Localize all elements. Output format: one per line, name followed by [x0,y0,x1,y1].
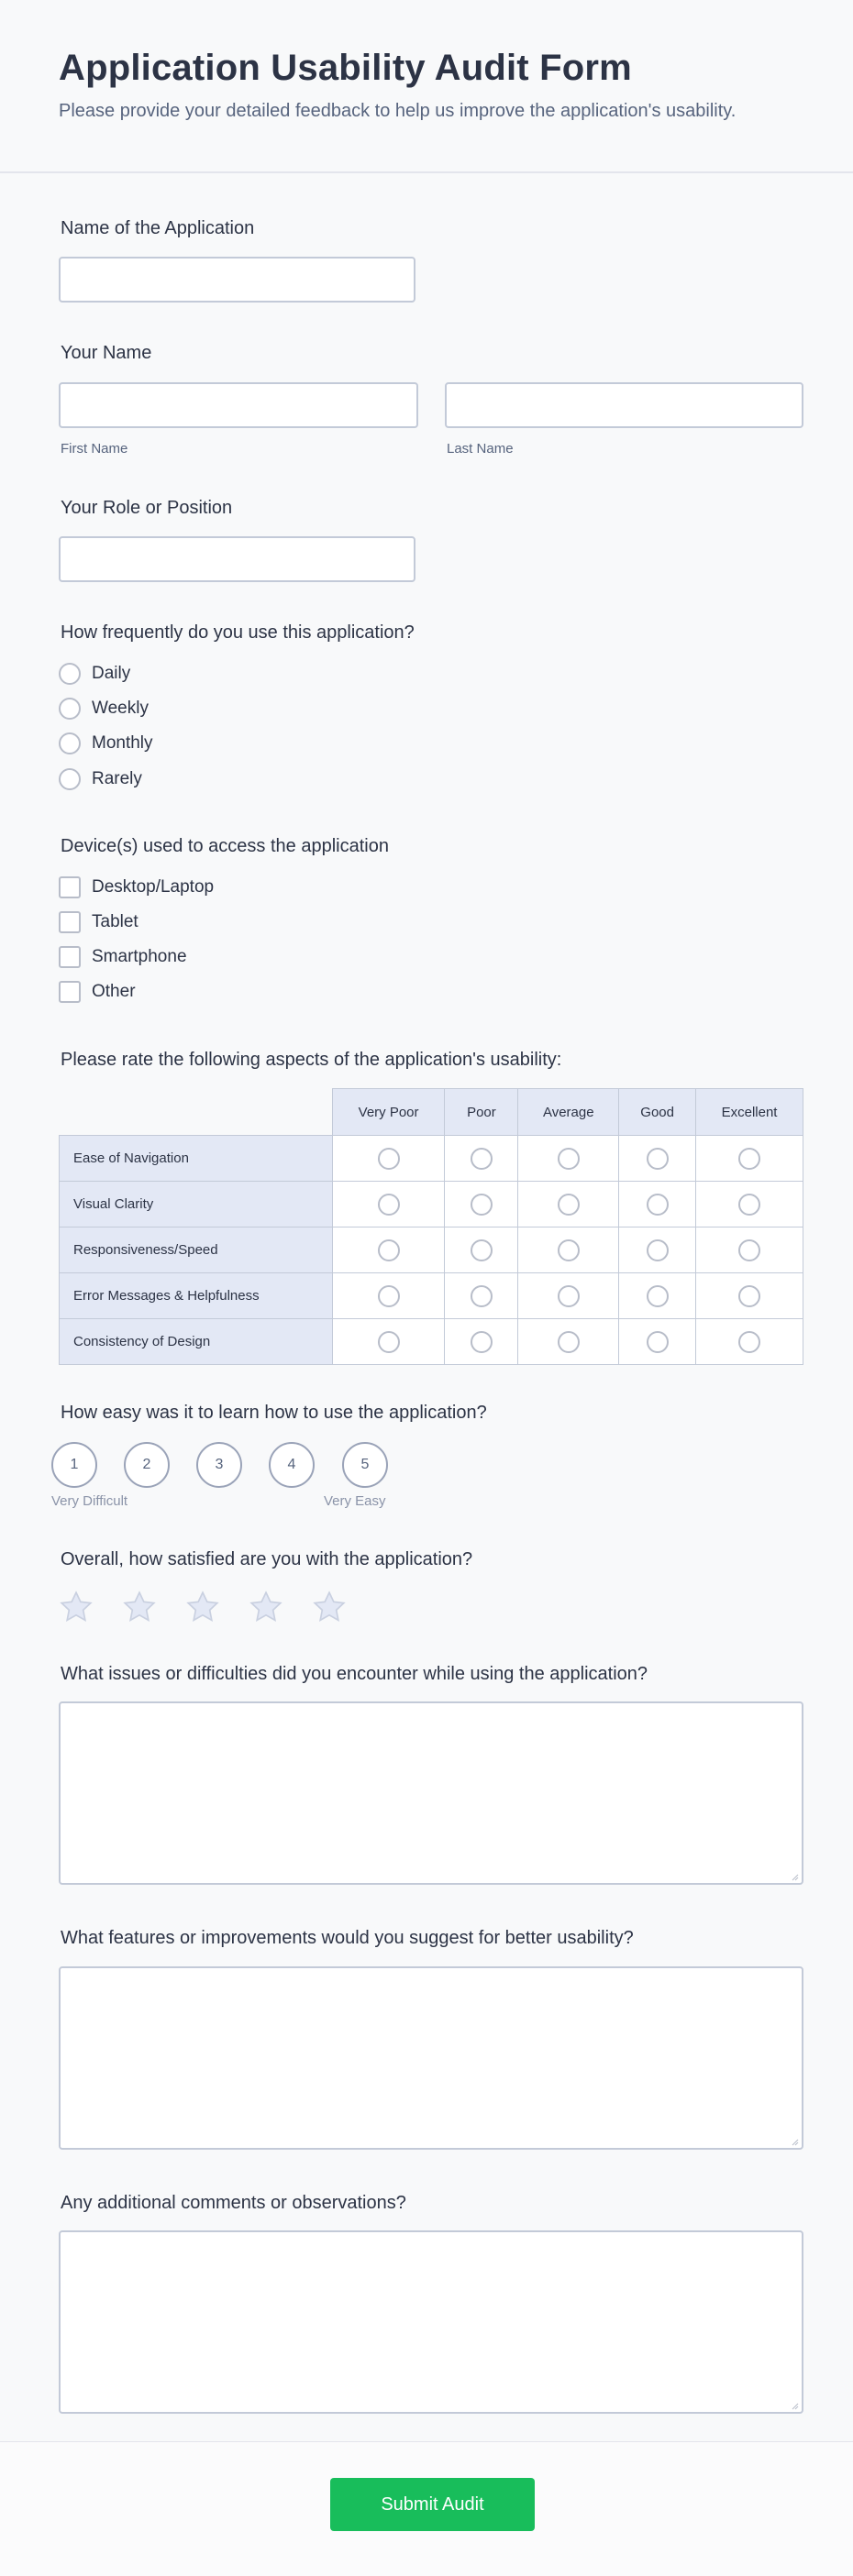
form-header [0,0,853,173]
option-label: Other [92,982,136,1001]
matrix-row [60,1319,803,1365]
frequency-option-rarely[interactable] [59,767,142,791]
matrix-corner [60,1089,333,1136]
resize-grip-icon[interactable] [790,2401,799,2410]
devices-label: Device(s) used to access the application [61,836,389,856]
scale-max-caption: Very Easy [324,1493,386,1509]
matrix-radio[interactable] [558,1148,580,1170]
matrix-row-label: Consistency of Design [60,1319,333,1365]
matrix-column-header: Excellent [696,1089,803,1136]
role-label: Your Role or Position [61,498,233,518]
checkbox[interactable] [59,911,81,933]
matrix-radio[interactable] [647,1194,669,1216]
submit-button[interactable]: Submit Audit [330,2478,535,2531]
matrix-radio[interactable] [558,1194,580,1216]
matrix-row-label: Error Messages & Helpfulness [60,1273,333,1319]
star-icon[interactable] [58,1589,94,1625]
matrix-column-header: Very Poor [332,1089,445,1136]
matrix-radio[interactable] [471,1239,493,1261]
matrix-radio[interactable] [378,1285,400,1307]
star-icon[interactable] [121,1589,158,1625]
matrix-radio[interactable] [378,1148,400,1170]
matrix-row-label: Ease of Navigation [60,1136,333,1182]
matrix-radio[interactable] [738,1285,760,1307]
scale-option-4[interactable]: 4 [269,1442,315,1488]
checkbox[interactable] [59,946,81,968]
scale-option-5[interactable]: 5 [342,1442,388,1488]
device-option-other[interactable] [59,980,136,1004]
device-option-tablet[interactable] [59,910,138,934]
comments-label: Any additional comments or observations? [61,2193,406,2213]
rating-matrix [59,1088,803,1365]
radio-button[interactable] [59,698,81,720]
matrix-radio[interactable] [558,1239,580,1261]
matrix-radio[interactable] [558,1331,580,1353]
matrix-radio[interactable] [378,1331,400,1353]
matrix-radio[interactable] [558,1285,580,1307]
matrix-column-header: Good [619,1089,696,1136]
ease-scale-label: How easy was it to learn how to use the application? [61,1403,487,1423]
scale-min-caption: Very Difficult [51,1493,128,1509]
option-label: Desktop/Laptop [92,877,215,897]
radio-button[interactable] [59,663,81,685]
star-icon[interactable] [311,1589,348,1625]
last-name-sublabel: Last Name [447,441,514,457]
matrix-radio[interactable] [647,1239,669,1261]
matrix-row [60,1227,803,1273]
page-title: Application Usability Audit Form [59,48,632,88]
radio-button[interactable] [59,732,81,754]
option-label: Tablet [92,912,138,931]
matrix-radio[interactable] [471,1148,493,1170]
device-option-desktop[interactable] [59,875,214,899]
frequency-option-weekly[interactable] [59,697,149,721]
matrix-radio[interactable] [378,1194,400,1216]
matrix-radio[interactable] [738,1331,760,1353]
app-name-label: Name of the Application [61,218,255,238]
matrix-radio[interactable] [738,1239,760,1261]
issues-textarea[interactable] [59,1701,803,1885]
comments-textarea[interactable] [59,2230,803,2414]
matrix-row-label: Visual Clarity [60,1182,333,1227]
matrix-radio[interactable] [378,1239,400,1261]
satisfaction-label: Overall, how satisfied are you with the application? [61,1549,473,1569]
checkbox[interactable] [59,876,81,898]
page-subtitle: Please provide your detailed feedback to help us improve the application's usability. [59,101,737,121]
role-input[interactable] [59,536,415,582]
option-label: Daily [92,664,131,683]
checkbox[interactable] [59,981,81,1003]
star-icon[interactable] [248,1589,284,1625]
first-name-input[interactable] [59,382,418,428]
star-icon[interactable] [184,1589,221,1625]
frequency-option-monthly[interactable] [59,732,153,755]
your-name-label: Your Name [61,343,152,363]
matrix-column-header: Poor [445,1089,518,1136]
matrix-row [60,1273,803,1319]
scale-option-3[interactable]: 3 [196,1442,242,1488]
last-name-input[interactable] [445,382,803,428]
option-label: Weekly [92,699,149,718]
matrix-radio[interactable] [738,1148,760,1170]
option-label: Monthly [92,733,153,753]
radio-button[interactable] [59,768,81,790]
suggestions-label: What features or improvements would you suggest for better usability? [61,1928,634,1948]
suggestions-textarea[interactable] [59,1966,803,2150]
rating-matrix-label: Please rate the following aspects of the application's usability: [61,1050,562,1070]
resize-grip-icon[interactable] [790,1872,799,1881]
matrix-radio[interactable] [647,1285,669,1307]
matrix-radio[interactable] [471,1285,493,1307]
matrix-row [60,1136,803,1182]
scale-option-1[interactable]: 1 [51,1442,97,1488]
matrix-radio[interactable] [738,1194,760,1216]
matrix-radio[interactable] [647,1148,669,1170]
app-name-input[interactable] [59,257,415,303]
matrix-radio[interactable] [647,1331,669,1353]
issues-label: What issues or difficulties did you encounter while using the application? [61,1664,648,1684]
scale-option-2[interactable]: 2 [124,1442,170,1488]
first-name-sublabel: First Name [61,441,128,457]
resize-grip-icon[interactable] [790,2137,799,2146]
matrix-radio[interactable] [471,1331,493,1353]
device-option-smartphone[interactable] [59,945,187,969]
option-label: Rarely [92,769,142,788]
frequency-label: How frequently do you use this application? [61,622,415,643]
matrix-radio[interactable] [471,1194,493,1216]
option-label: Smartphone [92,947,187,966]
matrix-row [60,1182,803,1227]
frequency-option-daily[interactable] [59,662,130,686]
matrix-column-header: Average [518,1089,619,1136]
matrix-row-label: Responsiveness/Speed [60,1227,333,1273]
